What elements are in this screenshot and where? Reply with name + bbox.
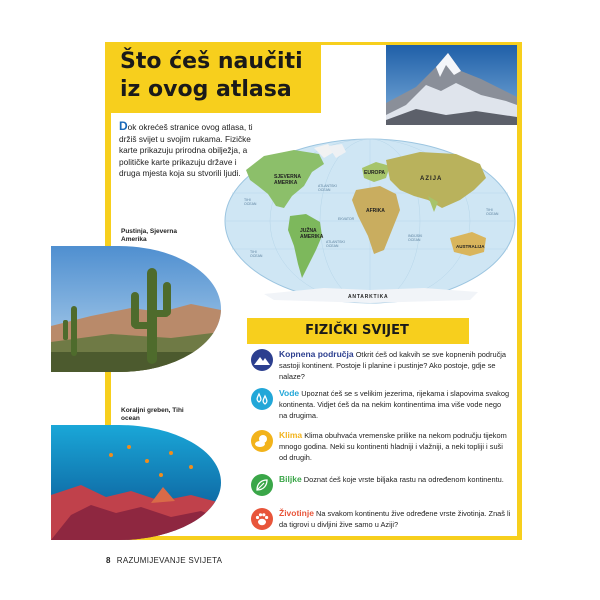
desert-caption: Pustinja, Sjeverna Amerika <box>121 228 177 243</box>
topic-label: Biljke <box>279 474 302 484</box>
map-label-antarctica: ANTARKTIKA <box>348 294 389 300</box>
topic-landforms <box>251 349 511 381</box>
reef-photo <box>51 425 221 540</box>
footer-section: RAZUMIJEVANJE SVIJETA <box>116 556 223 565</box>
topic-label: Kopnena područja <box>279 349 354 359</box>
topic-label: Vode <box>279 388 300 398</box>
topic-text: Klima obuhvaća vremenske prilike na nekom području tijekom mnogo godina. Neki su kontinenti hladniji i vlažniji, a neki topliji i suši od drugih. <box>279 431 507 462</box>
water-drops-icon <box>251 388 273 410</box>
leaf-icon <box>251 474 273 496</box>
frame-bottom <box>105 536 522 540</box>
intro-dropcap: D <box>119 119 128 133</box>
map-label-australia: AUSTRALIJA <box>456 244 485 249</box>
desert-photo <box>51 246 221 372</box>
topic-text: Doznat ćeš koje vrste biljaka rastu na određenom kontinentu. <box>303 475 504 484</box>
page-footer <box>106 556 222 565</box>
topic-text: Na svakom kontinentu žive određene vrste životinja. Znaš li da tigrovi u divljini žive samo u Aziji? <box>279 509 511 529</box>
map-label-south-america: JUŽNA AMERIKA <box>300 228 324 240</box>
topic-plants <box>251 474 511 498</box>
page-title: Što ćeš naučiti iz ovog atlasa <box>120 49 303 102</box>
map-label-pacific-north: TIHI OCEAN <box>244 198 257 206</box>
topic-label: Klima <box>279 430 303 440</box>
mountain-photo <box>386 45 517 125</box>
world-map <box>224 138 516 304</box>
topic-animals <box>251 508 511 534</box>
reef-caption: Koraljni greben, Tihi ocean <box>121 407 184 422</box>
map-label-atlantic-south: ATLANTSKI OCEAN <box>326 240 345 248</box>
map-label-pacific-south: TIHI OCEAN <box>250 250 263 258</box>
frame-right <box>517 42 522 540</box>
map-label-equator: EKVATOR <box>338 217 355 221</box>
map-label-asia: AZIJA <box>420 176 443 182</box>
topic-text: Otkrit ćeš od kakvih se sve kopnenih područja sastoji kontinent. Postoje li planine i pustinje? Ako postoje, gdje se nalaze? <box>279 350 507 381</box>
mountain-icon <box>251 349 273 371</box>
map-label-north-america: SJEVERNA AMERIKA <box>274 174 301 186</box>
map-label-africa: AFRIKA <box>366 208 385 214</box>
map-label-europe: EUROPA <box>364 170 386 176</box>
topic-label: Životinje <box>279 508 314 518</box>
topic-water <box>251 388 511 420</box>
map-label-pacific-east: TIHI OCEAN <box>486 208 499 216</box>
paw-icon <box>251 508 273 530</box>
map-label-indian-ocean: INDIJSKI OCEAN <box>408 234 423 242</box>
topic-climate <box>251 430 511 462</box>
map-label-atlantic-north: ATLANTSKI OCEAN <box>318 184 337 192</box>
section-title: FIZIČKI SVIJET <box>305 323 409 338</box>
intro-text: ok okrećeš stranice ovog atlasa, ti držiš svijet u svojim rukama. Fizičke karte prikazuju prirodna obilježja, a političke karte prikazuju države i druga mjesta koja su stvorili ljudi. <box>119 122 253 178</box>
page-number: 8 <box>106 556 111 565</box>
sun-cloud-icon <box>251 430 273 452</box>
topic-text: Upoznat ćeš se s velikim jezerima, rijekama i slapovima svakog kontinenta. Vidjet ćeš da na nekim kontinentima ima više vode nego na drugima. <box>279 389 510 420</box>
